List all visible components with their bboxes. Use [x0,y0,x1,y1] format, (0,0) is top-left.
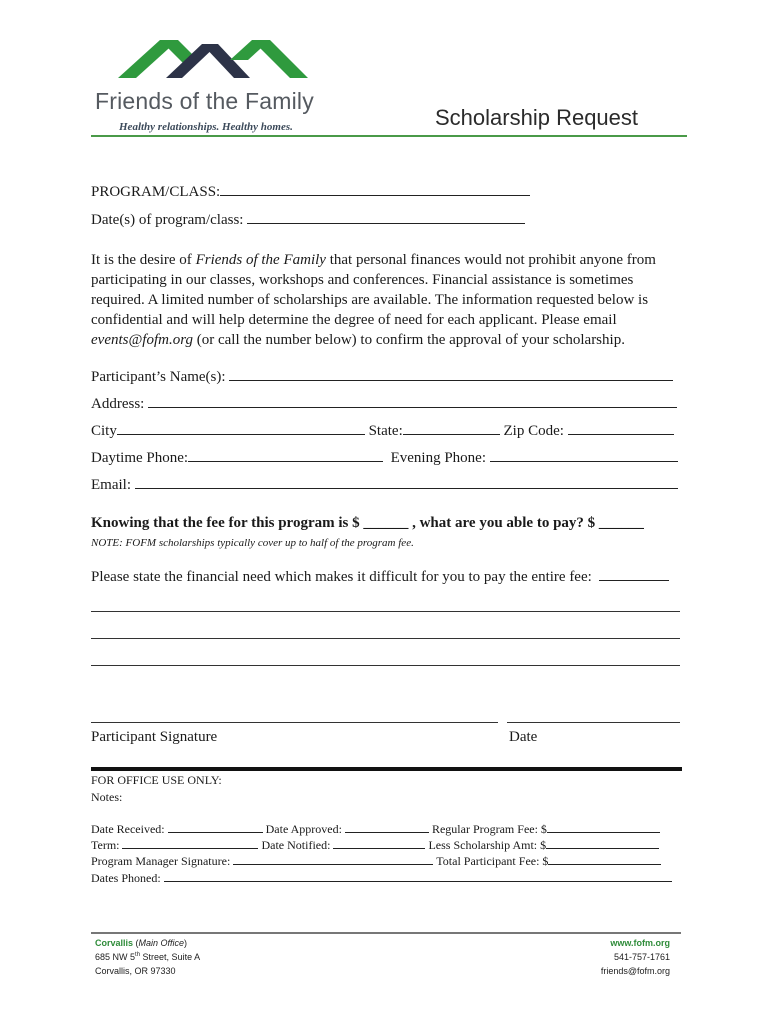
participant-name-label: Participant’s Name(s): [91,369,226,385]
office-notes-label: Notes: [91,790,123,804]
participant-signature-line[interactable] [91,722,498,723]
intro-text: required. A limited number of scholarships are available. The information requested below is [91,292,649,308]
office-use-divider [91,767,682,771]
financial-need-line[interactable] [91,611,680,612]
footer-website-link[interactable]: www.fofm.org [610,938,670,948]
signature-date-label: Date [509,729,538,745]
program-class-field[interactable] [220,194,530,196]
date-received-field[interactable] [168,831,263,833]
participant-name-row [91,369,673,386]
footer-street [95,952,200,962]
program-dates-label: Date(s) of program/class: [91,212,244,228]
intro-text: participating in our classes, workshops and conferences. Financial assistance is sometimes [91,272,634,288]
state-field[interactable] [403,433,500,435]
zip-field[interactable] [568,433,674,435]
intro-paragraph [91,250,681,350]
email-row [91,477,678,494]
financial-need-line[interactable] [91,638,680,639]
regular-fee-field[interactable] [547,831,660,833]
total-fee-field[interactable] [548,863,661,865]
date-notified-field[interactable] [333,847,425,849]
document-title: Scholarship Request [435,105,639,130]
dates-phoned-field[interactable] [164,880,672,882]
participant-signature-label: Participant Signature [91,729,218,745]
term-label: Term: [91,838,120,852]
fee-question: Knowing that the fee for this program is $ ______ , what are you able to pay? $ ______ [91,515,644,531]
date-approved-field[interactable] [345,831,429,833]
header-divider [91,135,687,137]
organization-logo-icon [118,38,308,82]
daytime-phone-label: Daytime Phone: [91,450,189,466]
financial-need-field[interactable] [599,579,669,581]
term-field[interactable] [122,847,258,849]
evening-phone-field[interactable] [490,460,678,462]
address-field[interactable] [148,406,677,408]
office-use-heading: FOR OFFICE USE ONLY: [91,773,222,787]
financial-need-prompt: Please state the financial need which makes it difficult for you to pay the entire fee: [91,569,592,585]
address-row [91,396,677,413]
intro-org-name: Friends of the Family [195,252,326,268]
office-row-2 [91,838,659,853]
footer-city-state-zip: Corvallis, OR 97330 [95,966,176,976]
manager-signature-label: Program Manager Signature: [91,854,231,868]
dates-phoned-label: Dates Phoned: [91,871,161,885]
footer-phone: 541-757-1761 [613,952,670,962]
office-row-3 [91,854,661,869]
evening-phone-label: Evening Phone: [390,450,486,466]
city-state-zip-row [91,423,674,440]
office-row-4 [91,871,672,886]
contact-email-link[interactable]: events@fofm.org [91,332,193,348]
participant-name-field[interactable] [229,379,673,381]
logo-green-roof-far-right [252,40,308,78]
intro-text: confidential and will help determine the degree of need for each applicant. Please email [91,312,617,328]
program-dates-row [91,212,525,229]
organization-name: Friends of the Family [95,88,314,114]
footer-divider [91,932,681,934]
program-class-row [91,184,530,201]
footer-main-office: Main Office [138,938,185,948]
program-dates-field[interactable] [247,222,525,224]
footer-street-suffix: th [135,952,141,958]
total-fee-label: Total Participant Fee: $ [436,854,549,868]
footer-email-link[interactable]: friends@fofm.org [600,966,670,976]
city-label: City [91,423,117,439]
email-field[interactable] [135,487,678,489]
intro-text: that personal finances would not prohibit anyone from [325,252,656,268]
regular-fee-label: Regular Program Fee: $ [431,822,547,836]
less-scholarship-label: Less Scholarship Amt: $ [428,838,547,852]
financial-need-line[interactable] [91,665,680,666]
manager-signature-field[interactable] [233,863,433,865]
less-scholarship-field[interactable] [546,847,659,849]
zip-label: Zip Code: [503,423,564,439]
organization-tagline: Healthy relationships. Healthy homes. [119,121,293,133]
email-label: Email: [91,477,131,493]
date-received-label: Date Received: [91,822,165,836]
financial-need-row [91,569,669,586]
city-field[interactable] [117,433,365,435]
office-row-1 [91,822,660,837]
signature-date-line[interactable] [507,722,680,723]
footer-city: Corvallis [95,938,134,948]
footer-office-heading: Corvallis (Main Office) [95,938,188,948]
date-approved-label: Date Approved: [265,822,342,836]
address-label: Address: [91,396,145,412]
program-class-label: PROGRAM/CLASS: [91,184,221,200]
state-label: State: [368,423,403,439]
footer-street-name: Street, Suite A [140,952,201,962]
daytime-phone-field[interactable] [188,460,383,462]
phone-row [91,450,678,467]
date-notified-label: Date Notified: [261,838,331,852]
fee-note: NOTE: FOFM scholarships typically cover up to half of the program fee. [91,537,414,549]
footer-street-number: 685 NW 5 [95,952,136,962]
intro-text: (or call the number below) to confirm the approval of your scholarship. [192,332,625,348]
intro-text: It is the desire of [91,252,196,268]
